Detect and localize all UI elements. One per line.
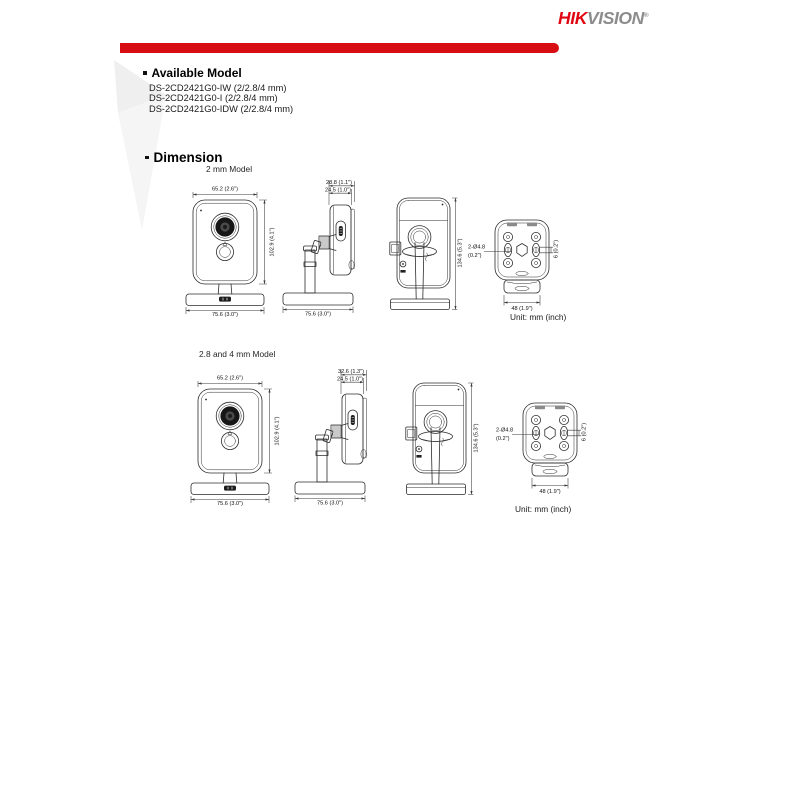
back-view-art [406, 383, 474, 495]
side-view-art [283, 181, 355, 313]
row2-bottom-view [491, 397, 616, 497]
row1-back-view [389, 193, 463, 315]
dim-label-side-base: 75.6 (3.0") [305, 311, 331, 318]
row1-unit-note: Unit: mm (inch) [510, 312, 567, 322]
front-view-art [186, 192, 267, 314]
row1-side-view [281, 178, 357, 317]
front-view-art [191, 381, 272, 503]
model-item: DS-2CD2421G0-IDW (2/2.8/4 mm) [149, 103, 294, 114]
dim-label-front-width: 65.2 (2.6") [212, 186, 238, 193]
watermark-graphic [104, 55, 176, 235]
dim-label-front-base: 75.6 (3.0") [212, 312, 238, 318]
bullet-square-icon [143, 71, 147, 75]
row2-back-view [405, 378, 479, 500]
dim-label-front-base: 75.6 (3.0") [217, 501, 243, 507]
dim-label-side-base: 75.6 (3.0") [317, 500, 343, 507]
dim-label-back-height: 134.6 (5.3") [473, 423, 480, 453]
dim-label-depth-outer: 28.8 (1.1") [326, 180, 352, 186]
dim-label-holes-2: (0.2") [496, 436, 510, 442]
dimension-heading [145, 150, 223, 165]
red-divider-bar [120, 43, 559, 53]
side-view-art [295, 370, 367, 502]
dim-label-holes-1: 2-Ø4.8 [468, 244, 486, 251]
bottom-view-art [484, 220, 553, 306]
model-item: DS-2CD2421G0-IW (2/2.8/4 mm) [149, 83, 287, 93]
dim-label-holes-1: 2-Ø4.8 [496, 427, 514, 434]
dim-label-base-width: 48 (1.9") [539, 489, 561, 495]
dim-label-depth-inner: 24.5 (1.0") [325, 187, 351, 194]
logo-hik-text: HIK [558, 8, 587, 28]
dim-label-holes-2: (0.2") [468, 253, 482, 259]
row1-front-view [183, 183, 275, 317]
available-model-title: Available Model [151, 66, 242, 80]
row1-bottom-view [463, 214, 588, 314]
dim-label-slot: 6 (0.2") [581, 422, 588, 442]
row1-model-label: 2 mm Model [206, 164, 253, 174]
dim-label-front-width: 65.2 (2.6") [217, 375, 243, 382]
dimension-title: Dimension [153, 150, 223, 165]
row2-side-view [293, 367, 369, 506]
dim-label-slot: 6 (0.2") [553, 239, 560, 259]
row2-front-view [188, 372, 280, 506]
row2-unit-note: Unit: mm (inch) [515, 504, 572, 514]
bottom-view-art [512, 403, 581, 489]
available-model-heading [143, 66, 242, 80]
model-item: DS-2CD2421G0-I (2/2.8/4 mm) [149, 93, 278, 104]
row2-model-label: 2.8 and 4 mm Model [199, 349, 276, 359]
dim-label-front-height: 102.9 (4.1") [269, 227, 276, 257]
dim-label-depth-inner: 24.5 (1.0") [337, 376, 363, 383]
dim-label-back-height: 134.6 (5.3") [457, 238, 464, 268]
model-list [149, 83, 293, 114]
hikvision-logo [558, 8, 648, 29]
dim-label-base-width: 48 (1.9") [511, 306, 533, 312]
logo-vision-text: VISION [586, 8, 644, 28]
dim-label-depth-outer: 32.6 (1.3") [338, 369, 364, 375]
registered-mark: ® [643, 12, 649, 20]
back-view-art [390, 198, 458, 310]
dim-label-front-height: 102.9 (4.1") [274, 416, 281, 446]
bullet-square-icon [145, 156, 149, 160]
